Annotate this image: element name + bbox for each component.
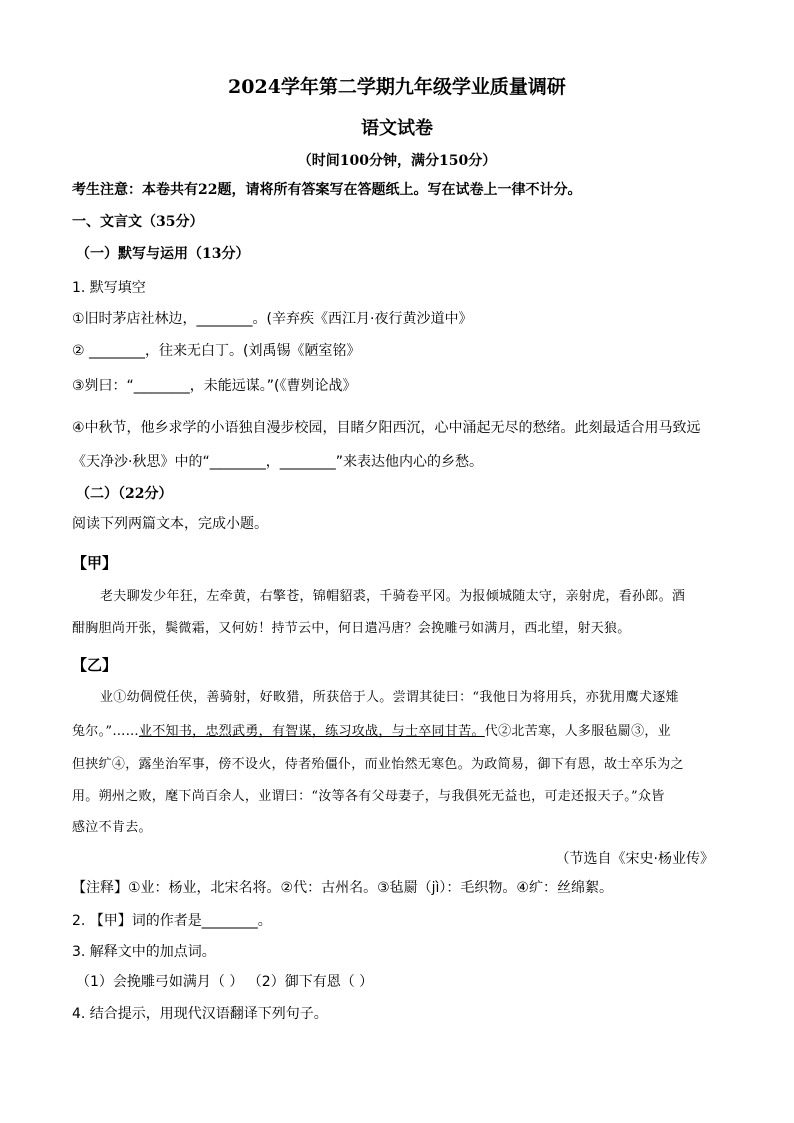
text-yi-line2-end: 代②北苦寒，人多服毡罽③，业 bbox=[484, 724, 671, 739]
text-yi-line1: 业①幼倜傥任侠，善骑射，好畋猎，所获倍于人。尝谓其徒曰：“我他日为将用兵，亦犹用鹰犬逐雉 bbox=[100, 690, 679, 705]
text-yi-label: 【乙】 bbox=[72, 656, 118, 674]
q1-item-d-line2: 《天净沙·秋思》中的“________，________”来表达他内心的乡愁。 bbox=[72, 454, 483, 470]
q1-item-c: ③刿曰：“________，未能远谋。”(《曹刿论战》 bbox=[72, 378, 357, 394]
exam-subtitle: 语文试卷 bbox=[361, 118, 433, 139]
q1-title: 1. 默写填空 bbox=[72, 280, 146, 296]
part2-intro: 阅读下列两篇文本，完成小题。 bbox=[72, 516, 268, 532]
question-4: 4. 结合提示，用现代汉语翻译下列句子。 bbox=[72, 1006, 328, 1022]
text-yi-line4: 用。朔州之败，麾下尚百余人，业谓曰：“汝等各有父母妻子，与我俱死无益也，可走还报天子。”众皆 bbox=[72, 789, 665, 804]
text-jia-line1: 老夫聊发少年狂，左牵黄，右擎苍，锦帽貂裘，千骑卷平冈。为报倾城随太守，亲射虎，看孙郎。酒 bbox=[100, 589, 686, 604]
text-yi-line5: 感泣不肯去。 bbox=[72, 820, 152, 835]
candidate-notice: 考生注意：本卷共有22题，请将所有答案写在答题纸上。写在试卷上一律不计分。 bbox=[72, 182, 582, 198]
underlined-sentence: 业不知书，忠烈武勇，有智谋，练习攻战，与士卒同甘苦。 bbox=[138, 724, 485, 739]
q1-item-b: ② ________，往来无白丁。(刘禹锡《陋室铭》 bbox=[72, 343, 361, 359]
section1-heading: 一、文言文（35分） bbox=[72, 214, 204, 230]
text-yi-source: （节选自《宋史·杨业传》 bbox=[555, 851, 714, 867]
q1-item-a: ①旧时茅店社林边，________。(辛弃疾《西江月·夜行黄沙道中》 bbox=[72, 311, 473, 327]
question-3: 3. 解释文中的加点词。 bbox=[72, 944, 216, 960]
part1-heading: （一）默写与运用（13分） bbox=[76, 246, 250, 262]
text-jia-label: 【甲】 bbox=[72, 554, 118, 572]
question-3-items: （1）会挽雕弓如满月（ ） （2）御下有恩（ ） bbox=[76, 974, 374, 990]
text-yi-line2 bbox=[72, 722, 671, 742]
exam-title: 2024学年第二学期九年级学业质量调研 bbox=[228, 76, 566, 98]
text-yi-line3: 但挟纩④，露坐治军事，傍不设火，侍者殆僵仆，而业怡然无寒色。为政简易，御下有恩，故士卒乐为之 bbox=[72, 757, 684, 772]
question-2: 2. 【甲】词的作者是________。 bbox=[72, 913, 272, 929]
text-yi-line2-start: 兔尔。”…… bbox=[72, 724, 139, 739]
annotation-notes: 【注释】①业：杨业，北宋名将。②代：古州名。③毡罽（jì）：毛织物。④纩：丝绵絮。 bbox=[72, 880, 613, 896]
time-note: （时间100分钟，满分150分） bbox=[297, 153, 497, 169]
part2-heading: （二）（22分） bbox=[76, 486, 173, 502]
q1-item-d-line1: ④中秋节，他乡求学的小语独自漫步校园，目睹夕阳西沉，心中涌起无尽的愁绪。此刻最适合用马致远 bbox=[72, 420, 701, 436]
text-jia-line2: 酣胸胆尚开张，鬓微霜，又何妨！持节云中，何日遣冯唐？会挽雕弓如满月，西北望，射天狼。 bbox=[72, 621, 631, 636]
